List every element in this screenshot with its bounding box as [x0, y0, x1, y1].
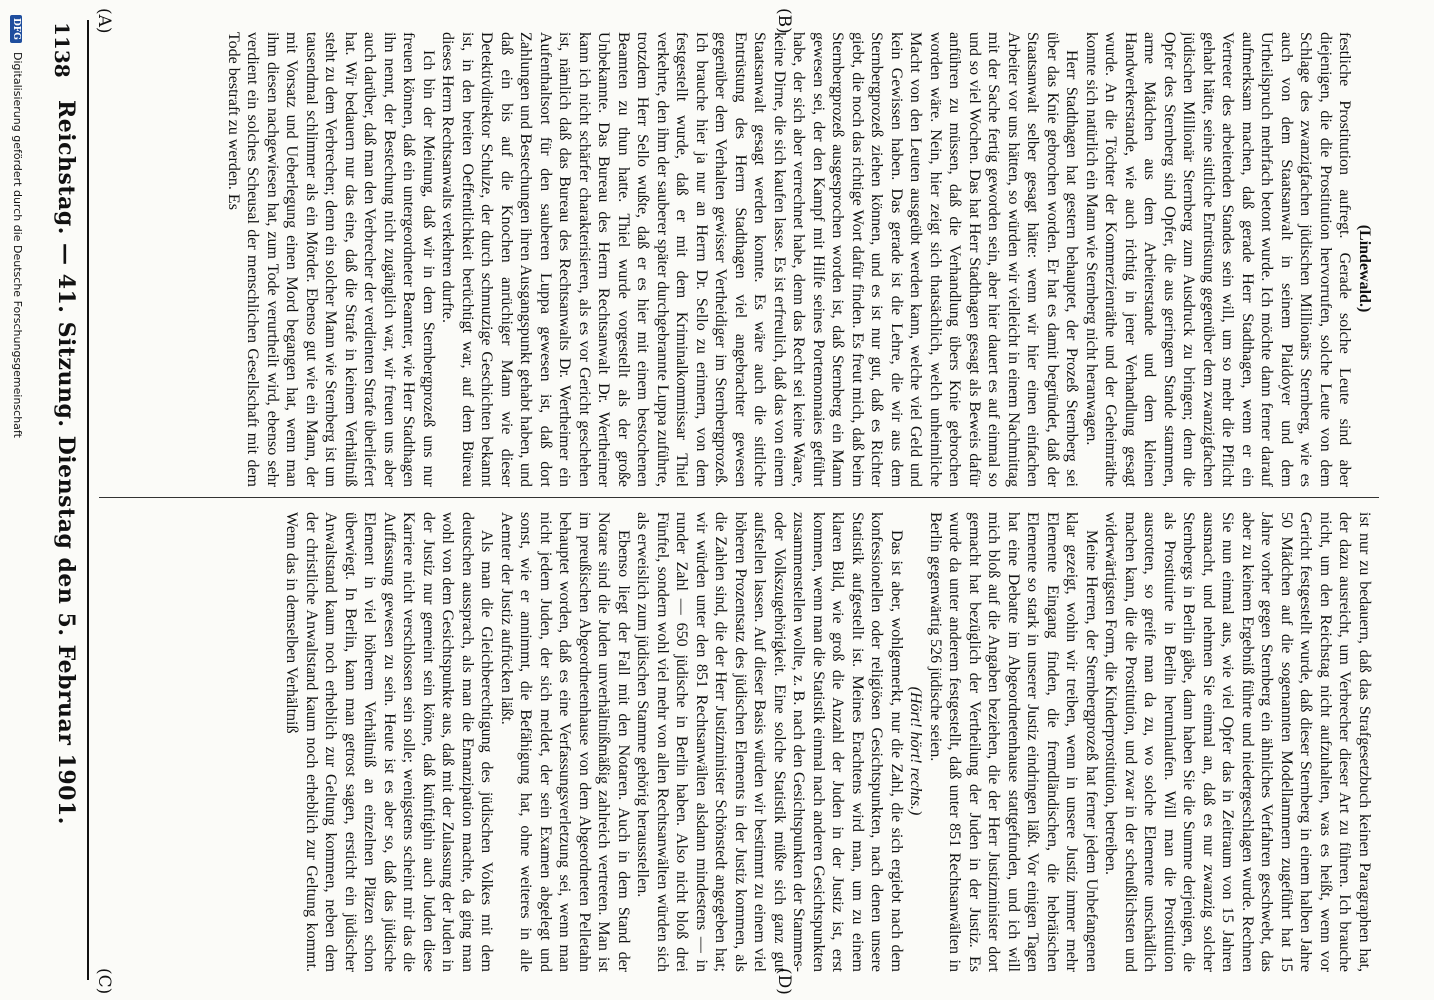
- left-column: [94, 32, 1374, 487]
- left-paragraph-3: Ich bin der Meinung, daß wir in dem Sternbergprozeß uns nur freuen können, daß ein untergeordneter Beamter, wie Herr Stadthagen ihn nennt, der Bestechung nicht zugänglich war, wir freuen uns aber auch darüber, daß man den Verbrecher der verdienten Strafe überliefert hat. Wir bedauern nur das eine, daß die Strafe in keinem Verhältniß steht zu dem Verbrechen; denn ein solcher Mann wie Sternberg ist um tausendmal schlimmer als ein Mörder. Ebenso gut wie ein Mann, der mit Vorsatz und Ueberlegung einen Mord begangen hat, wenn man ihm diesen nachgewiesen hat, zum Tode verurtheilt wird, ebenso sehr verdient ein solches Scheusal der menschlichen Gesellschaft mit dem Tode bestraft zu werden. Es: [225, 32, 437, 487]
- margin-letter-b: (B): [774, 8, 794, 34]
- left-paragraph-1: festliche Prostitution aufregt. Gerade solche Leute sind aber diejenigen, die die Prostitution hervorrufen, solche Leute von dem Schlage des zwanzigfachen jüdischen Millionärs Sternberg, wie es auch von dem Staatsanwalt in seinem Plaidoyer und dem Urtheilspruch mehrfach betont wurde. Ich möchte dann ferner darauf aufmerksam machen, daß gerade Herr Stadthagen, wenn er ein Vertreter des arbeitenden Standes sein will, um so mehr die Pflicht gehabt hätte, seine sittliche Entrüstung gegenüber dem zwanzigfachen jüdischen Millionär Sternberg zum Ausdruck zu bringen; denn die Opfer des Sternberg sind Opfer, die aus geringem Stande stammen, arme Mädchen aus dem Arbeiterstande und dem kleinen Handwerkerstande, wie auch richtig in jener Verhandlung gesagt wurde. An die Töchter der Kommerzienräthe und der Geheimräthe konnte sich natürlich ein Mann wie Sternberg nicht heranwagen.: [1083, 32, 1354, 487]
- header-rule: [87, 20, 89, 980]
- digitization-footer: [9, 15, 29, 995]
- right-column: [94, 512, 1374, 972]
- margin-letter-d: (D): [774, 968, 794, 995]
- right-paragraph-5: Als man die Gleichberechtigung des jüdischen Volkes mit dem deutschen aussprach, als man die Emanzipation machte, da ging man wohl von dem Gesichtspunkte aus, daß mit der Zulassung der Juden in der Justiz nur gemeint sein könne, daß künftighin auch Juden diese Karriere nicht verschlossen sein solle; wenigstens scheint mir das die Auffassung gewesen zu sein. Heute ist es aber so, daß das jüdische Element in viel höherem Verhältniß an einzelnen Plätzen schon überwiegt. In Berlin, kann man getrost sagen, ersticht ein jüdischer Anwaltstand kaum noch erheblich zur Geltung kommen, neben dem der christliche Anwaltstand kaum noch erheblich zur Geltung kommt. Wenn das in demselben Verhältniß: [283, 512, 496, 972]
- right-paragraph-3: Das ist aber, wohlgemerkt, nur die Zahl, die sich ergiebt nach dem konfessionellen oder religiösen Gesichtspunkten, nach denen unsere Statistik aufgestellt ist. Meines Erachtens wird man, um zu einem klaren Bild, wie groß die Anzahl der Juden in der Justiz ist, erst kommen, wenn man die Statistik einmal nach anderen Gesichtspunkten zusammenstellen wollte, z. B. nach den Gesichtspunkten der Stammes- oder Volkszugehörigkeit. Eine solche Statistik müßte sich ganz gut aufstellen lassen. Auf dieser Basis würden wir bestimmt zu einem viel höheren Prozentsatz des jüdischen Elements in der Justiz kommen, als die Zahlen sind, die der Herr Justizminister Schönstedt angegeben hat; wir würden unter den 851 Rechtsanwälten alsdann mindestens — in runder Zahl — 650 jüdische in Berlin haben. Also nicht bloß drei Fünftel, sondern wohl viel mehr von allen Rechtsanwälten würden sich als erweislich zum jüdischen Stamme gehörig herausstellen.: [634, 512, 905, 972]
- right-paragraph-4: Ebenso liegt der Fall mit den Notaren. Auch in dem Stand der Notare sind die Juden unverhältnißmäßig zahlreich vertreten. Man ist im preußischen Abgeordnetenhause von dem Abgeordneten Pelletahn behauptet worden, daß es eine Verfassungsverletzung sei, wenn man nicht jedem Juden, der sich meldet, der sein Examen abgelegt und sonst, wie er annimmt, die Befähigung hat, ohne weiteres in alle Aemter der Justiz aufrücken läßt.: [498, 512, 632, 972]
- right-paragraph-1: ist nur zu bedauern, daß das Strafgesetzbuch keinen Paragraphen hat, der dazu ausreicht, um Verbrecher dieser Art zu führen. Ich brauche nicht, um den Reichstag nicht aufzuhalten, was es heißt, wenn vor Gericht festgestellt wurde, daß dieser Sternberg in einem halben Jahre 50 Mädchen auf die sogenannten Modellammern zugeführt hat 15 Jahre vorher gegen Sternberg ein ähnliches Verfahren geschwebt, das aber zu keinem Ergebniß führte und niedergeschlagen wurde. Rechnen Sie nun einmal aus, wie viel Opfer das in Zeitraum von 15 Jahren ausmacht, und nehmen Sie einmal an, daß es nur zwanzig solcher Sternbergs in Berlin gäbe, dann haben Sie die Summe derjenigen, die als Prostituirte in Berlin herumlaufen. Will man die Prostitution ausrotten, so greife man da zu, wo solche Elemente unschädlich machen kann, die die Prostitution, und zwar in der scheußlichsten und widerwärtigsten Form, die Kinderprostitution, betreiben.: [1102, 512, 1373, 972]
- column-divider: [99, 497, 1379, 498]
- digitization-credit: Digitalisierung gefördert durch die Deutsche Forschungsgemeinschaft: [11, 51, 24, 438]
- left-paragraph-2: Herr Stadthagen hat gestern behauptet, der Prozeß Sternberg sei über das Knie gebrochen worden. Er hat es damit begründet, daß der Staatsanwalt selber gesagt hätte: wenn wir hier einen einfachen Arbeiter vor uns hätten, so würden wir vielleicht in einem Nachmittag mit der Sache fertig geworden sein, aber hier dauert es auf einmal so und so viel Wochen. Das hat Herr Stadthagen gesagt als Beweis dafür anführen zu müssen, daß die Verhandlung übers Knie gebrochen worden wäre. Nein, hier zeigt sich thatsächlich, welch unheimliche Macht von den Leuten ausgeübt werden kann, welche viel Geld und kein Gewissen haben. Das gerade ist die Lehre, die wir aus dem Sternbergprozeß ziehen können, und es ist nur gut, daß es Richter giebt, die noch das richtige Wort dafür finden. Es freut mich, daß beim Sternbergprozeß ausgesprochen worden ist, daß Sternberg ein Mann gewesen sei, der den Kampf mit Hilfe seines Portemonnaies geführt habe, der sich aber verrechnet habe, denn das Recht sei keine Waare, keine Dirne, die sich kaufen lasse. Es ist erfreulich, daß das von einem Staatsanwalt gesagt werden konnte. Es wäre auch die sittliche Entrüstung des Herrn Stadthagen viel angebrachter gewesen gegenüber dem Verhalten gewisser Vertheidiger im Sternbergprozeß. Ich brauche hier ja nur an Herrn Dr. Sello zu erinnern, von dem festgestellt wurde, daß er mit dem Kriminalkommissar Thiel verkehrte, den ihm der sauberer später durchgebrannte Luppa zuführte, trotzdem Herr Sello wußte, daß er es hier mit einem bestochenen Beamten zu thun hatte. Thiel wurde vorgestellt als der große Unbekannte. Das Bureau des Herrn Rechtsanwalt Dr. Wertheimer kann ich nicht schärfer charakterisieren, als es vor Gericht geschehen ist, nämlich daß das Bureau des Rechtsanwalts Dr. Wertheimer ein Aufenthaltsort für den sauberen Luppa gewesen ist, daß dort Zahlungen und Bestechungen ihren Ausgangspunkt gehabt haben, und daß ein bis auf die Knochen anrüchiger Mann wie dieser Detektivdirektor Schulze, der durch schmutzige Geschichten bekannt ist, in den breiten Oeffentlichkeit berüchtigt war, auf dem Büreau dieses Herrn Rechtsanwalts verkehren durfte.: [439, 32, 1081, 487]
- right-paragraph-2: Meine Herren, der Sternbergprozeß hat ferner jedem Unbefangenen klar gezeigt, wohin wir treiben, wenn in unsere Justiz immer mehr Elemente Eingang finden, die fremdländischen, die hebräischen Elemente so stark in unserer Justiz eindringen läßt. Vor einigen Tagen hat eine Debatte im Abgeordnetenhause stattgefunden, und ich will mich bloß auf die Angaben beziehen, die der Herr Justizminister dort gemacht hat bezüglich der Vertheilung der Juden in der Justiz. Es wurde da unter anderem festgestellt, daß unter 851 Rechtsanwälten in Berlin gegenwärtig 526 jüdische seien.: [927, 512, 1100, 972]
- interjection: (Hört! hört! rechts.): [907, 686, 925, 816]
- running-title: Reichstag. — 41. Sitzung. Dienstag den 5. Februar 1901.: [53, 100, 79, 825]
- page-number: 1138: [50, 22, 74, 78]
- dfg-logo: DFG: [10, 15, 22, 43]
- speaker-label: (Lindewald.): [1356, 224, 1373, 313]
- margin-letter-a: (A): [94, 8, 114, 34]
- margin-letter-c: (C): [94, 968, 114, 995]
